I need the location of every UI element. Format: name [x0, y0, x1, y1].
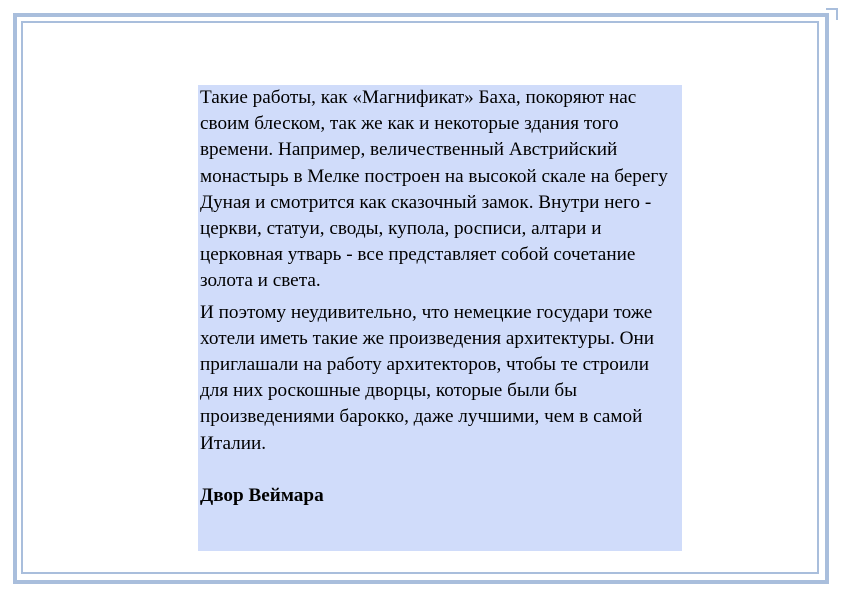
frame-corner-decoration — [826, 8, 838, 20]
text-block — [198, 85, 682, 551]
paragraph-2: И поэтому неудивительно, что немецкие государи тоже хотели иметь такие же произведения архитектуры. Они приглашали на работу архитекторов, чтобы те строили для них роскошные дворцы, которые были бы произведениями барокко, даже лучшими, чем в самой Италии. — [200, 301, 655, 454]
paragraph-1: Такие работы, как «Магнификат» Баха, покоряют нас своим блеском, так же как и некоторые здания того времени. Например, величественный Австрийский монастырь в Мелке построен на высокой скале на берегу Дуная и смотрится как сказочный замок. Внутри него - церкви, статуи, своды, купола, росписи, алтари и церковная утварь - все представляет собой сочетание золота и света. — [200, 87, 668, 292]
section-heading: Двор Веймара — [200, 484, 324, 506]
